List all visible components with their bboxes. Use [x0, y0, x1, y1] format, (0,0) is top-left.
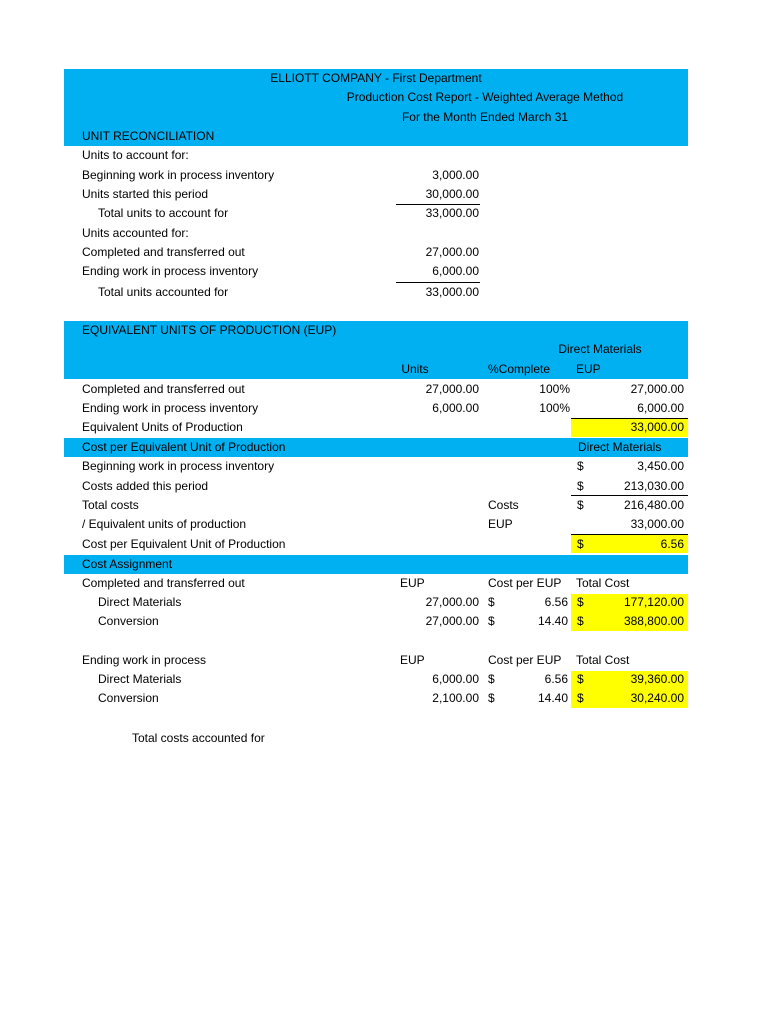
- assign-row-total: 388,800.00: [623, 614, 684, 628]
- report-title: Production Cost Report - Weighted Average Method: [346, 90, 624, 104]
- unit-row-value: 33,000.00: [425, 285, 479, 299]
- eup-row-label: Equivalent Units of Production: [82, 420, 243, 434]
- eup-row-units: 27,000.00: [425, 382, 479, 396]
- assign-row-cur: $: [488, 691, 495, 705]
- cost-row-label: / Equivalent units of production: [82, 517, 247, 531]
- eup-row-pct: 100%: [539, 382, 570, 396]
- assign-row-total: 177,120.00: [623, 595, 684, 609]
- section-title-eup: EQUIVALENT UNITS OF PRODUCTION (EUP): [82, 323, 337, 337]
- underline: [571, 495, 688, 496]
- eup-group-header: Direct Materials: [558, 342, 642, 356]
- assign-row-cpe: 6.56: [544, 672, 568, 686]
- cost-row-mid: Costs: [488, 498, 519, 512]
- eup-row-eup: 33,000.00: [630, 420, 684, 434]
- unit-row-value: 27,000.00: [425, 245, 479, 259]
- assign-group-label: Completed and transferred out: [82, 576, 245, 590]
- assign-row-total: 39,360.00: [630, 672, 684, 686]
- assign-row-cur: $: [488, 672, 495, 686]
- cost-row-value: 6.56: [660, 537, 684, 551]
- eup-row-eup: 27,000.00: [630, 382, 684, 396]
- assign-row-cur: $: [577, 614, 584, 628]
- cost-per-eup-col: Direct Materials: [578, 440, 662, 454]
- cost-row-label: Cost per Equivalent Unit of Production: [82, 537, 286, 551]
- unit-row-label: Total units accounted for: [98, 285, 229, 299]
- eup-col-pct: %Complete: [488, 362, 551, 376]
- cost-row-cur: $: [577, 537, 584, 551]
- cost-row-label: Total costs: [82, 498, 139, 512]
- assign-row-cur: $: [577, 691, 584, 705]
- cost-row-value: 216,480.00: [623, 498, 684, 512]
- eup-row-eup: 6,000.00: [637, 401, 684, 415]
- assign-row-cur: $: [488, 595, 495, 609]
- total-costs-accounted-label: Total costs accounted for: [132, 731, 265, 745]
- unit-row-value: 6,000.00: [432, 264, 479, 278]
- assign-row-eup: 2,100.00: [432, 691, 479, 705]
- assign-col-eup: EUP: [400, 653, 425, 667]
- assign-row-eup: 27,000.00: [425, 614, 479, 628]
- unit-row-value: 3,000.00: [432, 168, 479, 182]
- unit-row-label: Units started this period: [82, 187, 209, 201]
- unit-row-label: Beginning work in process inventory: [82, 168, 275, 182]
- assign-row-label: Conversion: [98, 691, 159, 705]
- cost-row-mid: EUP: [488, 517, 513, 531]
- assign-col-eup: EUP: [400, 576, 425, 590]
- assign-col-cpe: Cost per EUP: [488, 576, 562, 590]
- assign-row-label: Direct Materials: [98, 672, 182, 686]
- assign-row-eup: 6,000.00: [432, 672, 479, 686]
- unit-row-value: 33,000.00: [425, 206, 479, 220]
- unit-row-label: Units accounted for:: [82, 226, 189, 240]
- assign-row-cpe: 14.40: [537, 614, 568, 628]
- assign-row-label: Conversion: [98, 614, 159, 628]
- assign-row-eup: 27,000.00: [425, 595, 479, 609]
- section-title-cost-per-eup: Cost per Equivalent Unit of Production: [82, 440, 286, 454]
- assign-group-label: Ending work in process: [82, 653, 207, 667]
- unit-row-label: Units to account for:: [82, 148, 189, 162]
- assign-col-total: Total Cost: [576, 576, 630, 590]
- eup-col-eup: EUP: [576, 362, 601, 376]
- eup-col-units: Units: [401, 362, 429, 376]
- assign-row-cur: $: [488, 614, 495, 628]
- cost-row-cur: $: [577, 479, 584, 493]
- assign-row-label: Direct Materials: [98, 595, 182, 609]
- cost-row-value: 33,000.00: [630, 517, 684, 531]
- assign-col-cpe: Cost per EUP: [488, 653, 562, 667]
- company-title: ELLIOTT COMPANY - First Department: [270, 71, 482, 85]
- period-title: For the Month Ended March 31: [401, 110, 569, 124]
- cost-row-label: Beginning work in process inventory: [82, 459, 275, 473]
- eup-row-label: Completed and transferred out: [82, 382, 245, 396]
- cost-row-cur: $: [577, 459, 584, 473]
- cost-row-label: Costs added this period: [82, 479, 209, 493]
- eup-row-label: Ending work in process inventory: [82, 401, 259, 415]
- unit-row-label: Ending work in process inventory: [82, 264, 259, 278]
- unit-row-value: 30,000.00: [425, 187, 479, 201]
- section-title-unit-reconciliation: UNIT RECONCILIATION: [82, 129, 215, 143]
- underline: [396, 282, 480, 283]
- eup-row-units: 6,000.00: [432, 401, 479, 415]
- cost-row-value: 3,450.00: [637, 459, 684, 473]
- cost-row-cur: $: [577, 498, 584, 512]
- assign-row-cur: $: [577, 595, 584, 609]
- cost-row-value: 213,030.00: [623, 479, 684, 493]
- section-title-cost-assignment: Cost Assignment: [82, 557, 173, 571]
- assign-row-cpe: 6.56: [544, 595, 568, 609]
- eup-row-pct: 100%: [539, 401, 570, 415]
- assign-col-total: Total Cost: [576, 653, 630, 667]
- unit-row-label: Total units to account for: [98, 206, 229, 220]
- assign-row-cpe: 14.40: [537, 691, 568, 705]
- assign-row-cur: $: [577, 672, 584, 686]
- unit-row-label: Completed and transferred out: [82, 245, 245, 259]
- assign-row-total: 30,240.00: [630, 691, 684, 705]
